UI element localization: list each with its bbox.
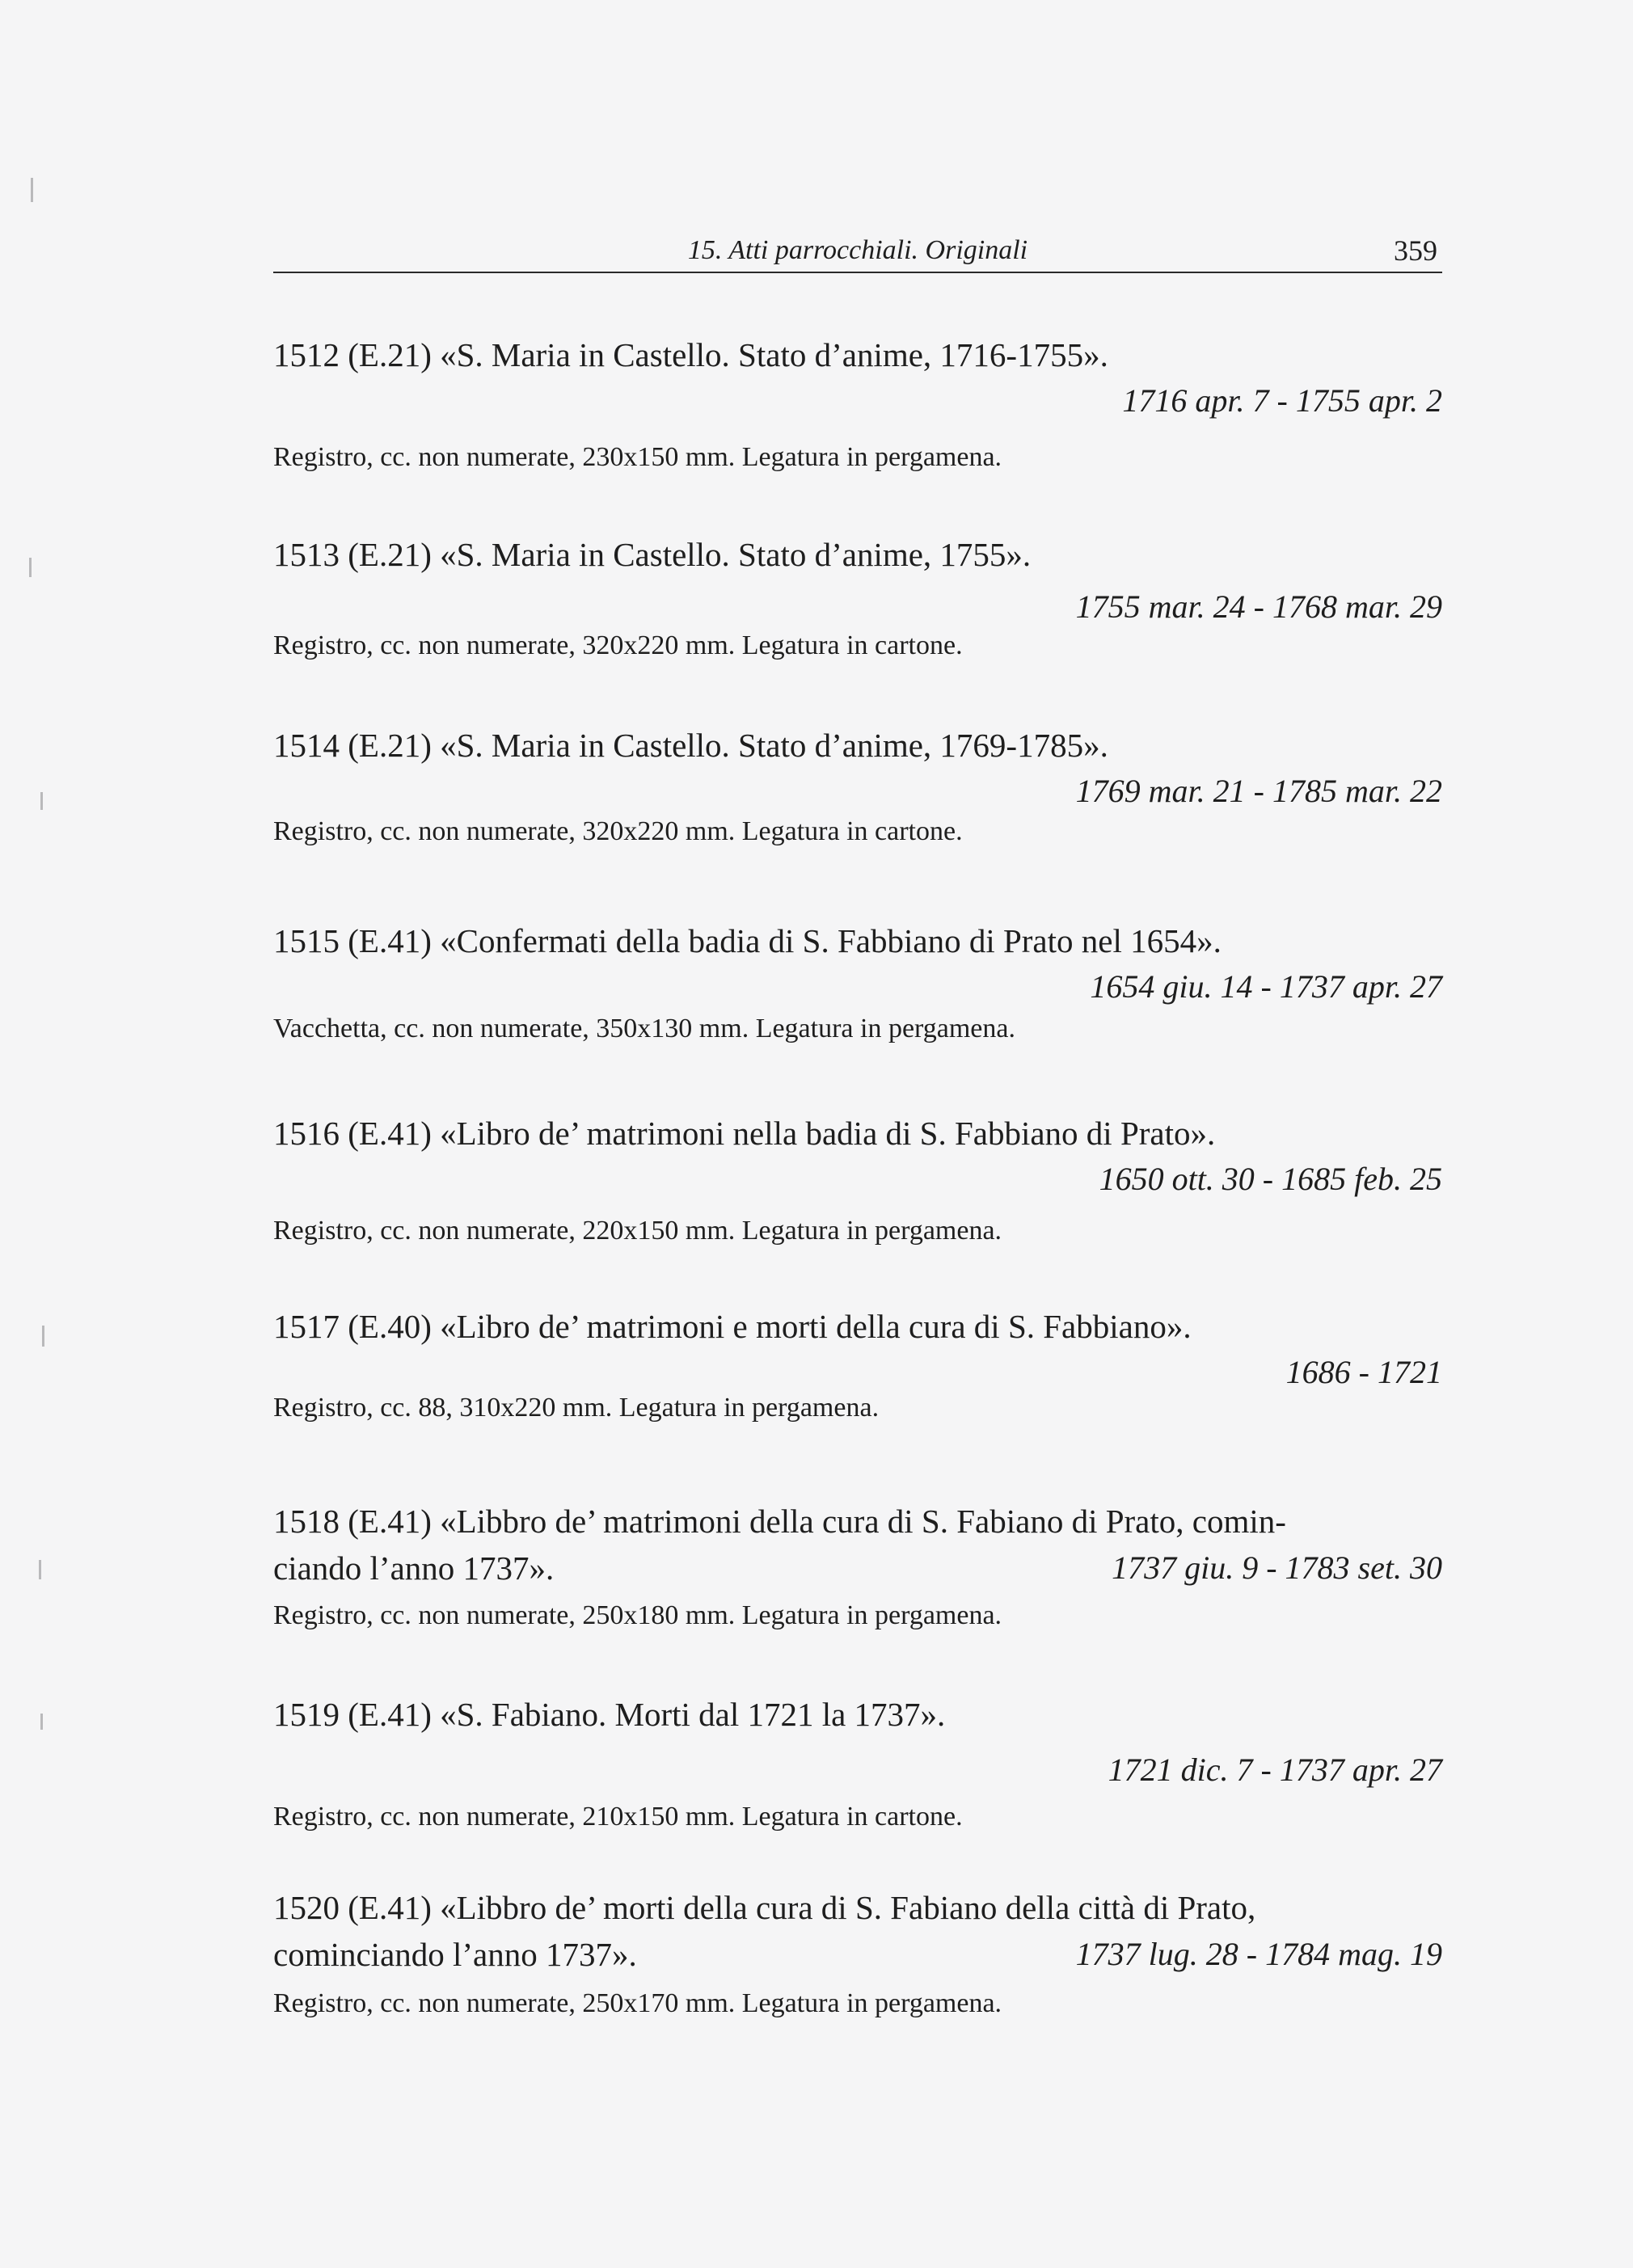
running-title: 15. Atti parrocchiali. Originali — [687, 235, 1028, 265]
entry-title: 1514 (E.21) «S. Maria in Castello. Stato d’anime, 1769-1785». — [273, 727, 1108, 764]
entry-title: 1520 (E.41) «Libbro de’ morti della cura di S. Fabiano della città di Prato, — [273, 1889, 1256, 1926]
entry-title: 1513 (E.21) «S. Maria in Castello. Stato d’anime, 1755». — [273, 536, 1032, 573]
entry-description: Vacchetta, cc. non numerate, 350x130 mm. Legatura in pergamena. — [273, 1014, 1015, 1043]
entry-description: Registro, cc. non numerate, 210x150 mm. Legatura in cartone. — [273, 1802, 963, 1832]
entry-title: 1516 (E.41) «Libro de’ matrimoni nella badia di S. Fabbiano di Prato». — [273, 1115, 1216, 1152]
catalog-entry-1514 — [273, 722, 1442, 851]
binding-edge-mark — [40, 792, 43, 810]
entry-description: Registro, cc. non numerate, 250x180 mm. Legatura in pergamena. — [273, 1600, 1002, 1630]
entry-dates: 1721 dic. 7 - 1737 apr. 27 — [1108, 1752, 1442, 1788]
header-rule — [273, 272, 1442, 273]
entry-title: 1512 (E.21) «S. Maria in Castello. Stato d’anime, 1716-1755». — [273, 336, 1108, 373]
entry-title-continuation-row — [273, 1931, 1442, 1978]
entry-dates: 1737 lug. 28 - 1784 mag. 19 — [1075, 1936, 1442, 1972]
binding-edge-mark — [42, 1326, 44, 1347]
entry-description: Registro, cc. non numerate, 220x150 mm. Legatura in pergamena. — [273, 1216, 1002, 1246]
entry-title: 1517 (E.40) «Libro de’ matrimoni e morti della cura di S. Fabbiano». — [273, 1308, 1192, 1345]
entry-title-continuation: cominciando l’anno 1737». — [273, 1936, 637, 1973]
entry-dates: 1654 giu. 14 - 1737 apr. 27 — [1090, 968, 1442, 1005]
catalog-entry-1512 — [273, 331, 1442, 477]
entry-dates: 1716 apr. 7 - 1755 apr. 2 — [1122, 382, 1442, 419]
entry-dates: 1686 - 1721 — [1285, 1354, 1442, 1390]
entry-description: Registro, cc. non numerate, 250x170 mm. Legatura in pergamena. — [273, 1988, 1002, 2018]
entry-title: 1515 (E.41) «Confermati della badia di S. Fabbiano di Prato nel 1654». — [273, 922, 1222, 959]
entry-title-continuation: ciando l’anno 1737». — [273, 1549, 555, 1587]
catalog-entry-1515 — [273, 917, 1442, 1048]
catalog-entry-1517 — [273, 1303, 1442, 1427]
binding-edge-mark — [39, 1560, 41, 1579]
binding-edge-mark — [29, 558, 32, 577]
entry-description: Registro, cc. non numerate, 230x150 mm. Legatura in pergamena. — [273, 442, 1002, 472]
running-header — [273, 231, 1442, 270]
page-number: 359 — [1394, 234, 1437, 267]
entry-title-continuation-row — [273, 1545, 1442, 1591]
catalog-entry-1519 — [273, 1691, 1442, 1836]
entry-description: Registro, cc. non numerate, 320x220 mm. Legatura in cartone. — [273, 816, 963, 846]
entry-dates: 1737 giu. 9 - 1783 set. 30 — [1112, 1549, 1442, 1586]
entry-title: 1519 (E.41) «S. Fabiano. Morti dal 1721 la 1737». — [273, 1696, 946, 1733]
catalog-entry-1513 — [273, 531, 1442, 665]
binding-edge-mark — [40, 1714, 43, 1730]
entry-dates: 1650 ott. 30 - 1685 feb. 25 — [1099, 1161, 1442, 1197]
catalog-entry-1516 — [273, 1110, 1442, 1250]
entry-title: 1518 (E.41) «Libbro de’ matrimoni della cura di S. Fabiano di Prato, comin- — [273, 1503, 1286, 1540]
entry-description: Registro, cc. non numerate, 320x220 mm. Legatura in cartone. — [273, 630, 963, 660]
entry-dates: 1769 mar. 21 - 1785 mar. 22 — [1075, 773, 1442, 809]
catalog-entry-1520 — [273, 1884, 1442, 2023]
entry-description: Registro, cc. 88, 310x220 mm. Legatura in pergamena. — [273, 1393, 880, 1423]
entry-dates: 1755 mar. 24 - 1768 mar. 29 — [1075, 588, 1442, 625]
catalog-entry-1518 — [273, 1498, 1442, 1635]
binding-edge-mark — [31, 178, 33, 202]
